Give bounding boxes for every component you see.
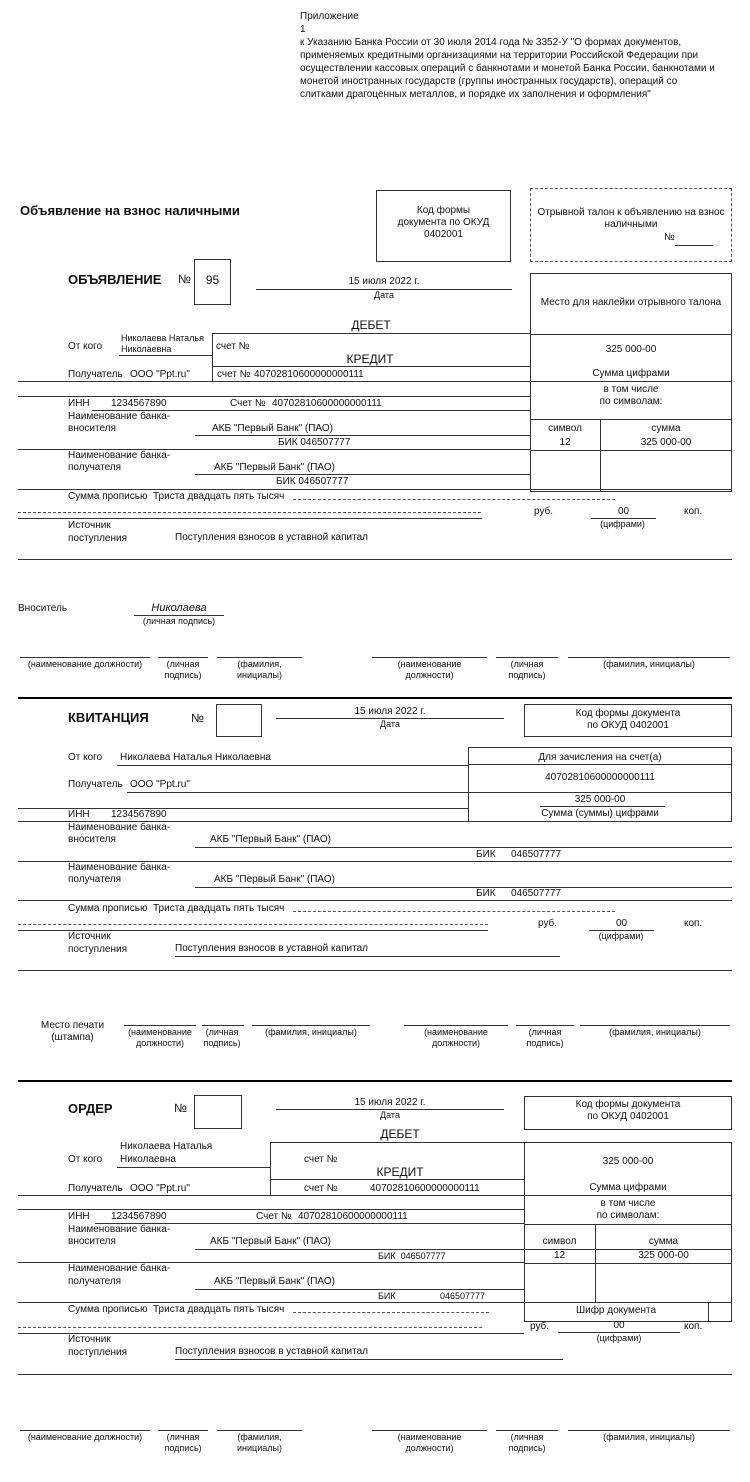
- depositor-label: Вноситель: [18, 603, 68, 614]
- stub-title: Отрывной талон к объявлению на взнос: [537, 207, 725, 218]
- recipient-label: Получатель: [68, 779, 123, 790]
- kop-label: коп.: [684, 918, 703, 929]
- sig-caption: (наименование: [397, 659, 462, 669]
- inn-value: 1234567890: [111, 398, 167, 409]
- recipient-bik: БИК 046507777: [276, 476, 349, 487]
- kop-value: 00: [615, 918, 628, 929]
- from-label: От кого: [68, 752, 103, 763]
- order-number-box[interactable]: [194, 1095, 242, 1129]
- debit-label: ДЕБЕТ: [380, 1127, 420, 1141]
- sig-caption: инициалы): [237, 1443, 282, 1453]
- sig-caption: должности): [405, 1443, 454, 1453]
- receipt-sum-value: 325 000-00: [574, 794, 626, 805]
- sig-caption: должности): [432, 1038, 480, 1048]
- okud-code-line: 0402001: [424, 229, 463, 240]
- sig-caption: (наименование: [397, 1432, 462, 1442]
- announcement-title: ОБЪЯВЛЕНИЕ: [68, 272, 162, 287]
- okud-code-line: документа по ОКУД: [397, 217, 490, 228]
- credit-account-label: счет №: [304, 1183, 338, 1194]
- digits-caption: (цифрами): [598, 931, 644, 941]
- sig-caption: подпись): [526, 1038, 564, 1048]
- number-sign: №: [191, 711, 204, 725]
- sum-words: Триста двадцать пять тысяч: [153, 1304, 285, 1315]
- sig-caption: инициалы): [237, 670, 282, 680]
- credit-label: КРЕДИТ: [376, 1165, 424, 1179]
- recipient-bank: АКБ "Первый Банк" (ПАО): [214, 1276, 335, 1287]
- date-caption: Дата: [380, 1110, 400, 1120]
- document-number: 95: [205, 273, 220, 287]
- cipher-label: Шифр документа: [575, 1305, 657, 1316]
- depositor-bik: БИК 046507777: [378, 1251, 446, 1261]
- including-label: по символам:: [599, 396, 663, 407]
- sig-caption: подпись): [508, 1443, 546, 1453]
- digits-caption: (цифрами): [600, 519, 645, 529]
- sum-digits-value: 325 000-00: [602, 1156, 654, 1167]
- appendix-line: осуществлении кассовых операций с банкнотами и монетой Банка России, банкнотами и: [300, 63, 715, 74]
- source-value: Поступления взносов в уставной капитал: [175, 532, 368, 543]
- depositor-bank-label: Наименование банка-: [68, 411, 171, 422]
- receipt-sum-label: Сумма (суммы) цифрами: [541, 808, 659, 819]
- debit-label: ДЕБЕТ: [351, 318, 391, 332]
- source-value: Поступления взносов в уставной капитал: [175, 943, 368, 954]
- sig-caption: (личная: [166, 659, 200, 669]
- sum-words-label: Сумма прописью: [68, 1304, 148, 1315]
- symbol-col-header: символ: [548, 423, 582, 434]
- form-heading: Объявление на взнос наличными: [20, 203, 240, 218]
- number-sign: №: [174, 1101, 187, 1115]
- sig-caption: (фамилия,: [237, 659, 282, 669]
- recipient-label: Получатель: [68, 369, 123, 380]
- from-label: От кого: [68, 341, 103, 352]
- payer-name: Николаева Наталья: [120, 1141, 213, 1152]
- sum-digits-value: 325 000-00: [605, 344, 657, 355]
- source-label: поступления: [68, 944, 128, 955]
- inn-label: ИНН: [68, 398, 90, 409]
- signature-caption: (личная подпись): [142, 616, 216, 626]
- number-sign: №: [178, 272, 191, 286]
- recipient-bank-label: Наименование банка-: [68, 450, 171, 461]
- bik-value: 046507777: [511, 888, 562, 899]
- account-label: Счет №: [230, 398, 266, 409]
- sum-words-label: Сумма прописью: [68, 903, 148, 914]
- sig-caption: подпись): [164, 670, 202, 680]
- sig-caption: (наименование: [424, 1027, 488, 1037]
- depositor-bank-label: вносителя: [68, 423, 116, 434]
- source-label: Источник: [68, 520, 111, 531]
- including-label: в том числе: [600, 1198, 656, 1209]
- section-divider: [18, 697, 732, 699]
- sig-caption: должности): [136, 1038, 184, 1048]
- sig-caption: (личная: [205, 1027, 239, 1037]
- depositor-bank-label: Наименование банка-: [68, 822, 171, 833]
- recipient-bank: АКБ "Первый Банк" (ПАО): [214, 874, 335, 885]
- stamp-place-label: Место печати: [40, 1020, 105, 1031]
- rub-label: руб.: [538, 918, 558, 929]
- source-label: Источник: [68, 931, 111, 942]
- kop-label: коп.: [684, 1321, 703, 1332]
- depositor-bank: АКБ "Первый Банк" (ПАО): [212, 423, 333, 434]
- from-label: От кого: [68, 1154, 103, 1165]
- recipient-bank-label: Наименование банка-: [68, 862, 171, 873]
- appendix-line: слитками драгоценных металлов, и порядке их заполнения и оформления": [300, 89, 651, 100]
- receipt-date: 15 июля 2022 г.: [354, 706, 426, 717]
- credit-to-account: 40702810600000000111: [545, 772, 655, 783]
- depositor-bank-label: вносителя: [68, 834, 116, 845]
- stub-title: наличными: [604, 219, 658, 230]
- doc-date: 15 июля 2022 г.: [348, 276, 420, 287]
- section-divider: [18, 1080, 732, 1082]
- kop-label: коп.: [684, 506, 703, 517]
- appendix-line: монетой иностранных государств (группы иностранных государств), операций со: [300, 76, 678, 87]
- sig-caption: (личная: [166, 1432, 200, 1442]
- source-label: поступления: [68, 533, 128, 544]
- recipient-bank-label: Наименование банка-: [68, 1263, 171, 1274]
- symbol-value: 12: [559, 437, 571, 448]
- recipient-label: Получатель: [68, 1183, 123, 1194]
- bik-label: БИК: [378, 1291, 396, 1301]
- bik-label: БИК: [476, 888, 496, 899]
- account-value: 40702810600000000111: [298, 1211, 408, 1222]
- account-label: Счет №: [256, 1211, 292, 1222]
- receipt-title: КВИТАНЦИЯ: [68, 710, 149, 725]
- recipient-bank: АКБ "Первый Банк" (ПАО): [214, 462, 335, 473]
- order-sum-grid: [524, 1142, 732, 1322]
- bik-label: БИК: [476, 849, 496, 860]
- sig-caption: (наименование: [128, 1027, 192, 1037]
- depositor-signature: Николаева: [151, 602, 207, 614]
- appendix-line: применяемых кредитными организациями на территории Российской Федерации при: [300, 50, 699, 61]
- depositor-bik: БИК 046507777: [278, 437, 351, 448]
- inn-label: ИНН: [68, 809, 90, 820]
- credit-account: 40702810600000000111: [370, 1183, 480, 1194]
- kop-value: 00: [617, 506, 630, 517]
- sig-caption: (наименование должности): [27, 659, 143, 669]
- source-value: Поступления взносов в уставной капитал: [175, 1346, 368, 1357]
- order-date: 15 июля 2022 г.: [354, 1097, 426, 1108]
- credit-label: КРЕДИТ: [346, 352, 394, 366]
- appendix-title: Приложение: [300, 11, 359, 22]
- payer-name: Николаевна: [120, 1154, 176, 1165]
- sig-caption: (фамилия, инициалы): [603, 659, 695, 669]
- sig-caption: (фамилия,: [237, 1432, 282, 1442]
- recipient-name: ООО "Ppt.ru": [130, 1183, 190, 1194]
- sig-caption: подпись): [508, 670, 546, 680]
- payer-name: Николаева Наталья: [121, 333, 204, 343]
- symbol-value: 12: [553, 1250, 566, 1261]
- depositor-bank-label: вносителя: [68, 1236, 116, 1247]
- debit-account-label: счет №: [216, 341, 250, 352]
- sum-words: Триста двадцать пять тысяч: [153, 903, 285, 914]
- inn-value: 1234567890: [111, 809, 167, 820]
- symbol-col-header: символ: [542, 1236, 577, 1247]
- sig-caption: (фамилия, инициалы): [265, 1027, 357, 1037]
- digits-caption: (цифрами): [596, 1333, 642, 1343]
- including-label: в том числе: [603, 384, 659, 395]
- debit-account-label: счет №: [304, 1154, 338, 1165]
- sig-caption: (фамилия, инициалы): [603, 1432, 695, 1442]
- depositor-bank-label: Наименование банка-: [68, 1224, 171, 1235]
- stub-number-sign: №: [664, 232, 675, 243]
- date-caption: Дата: [380, 719, 400, 729]
- bik-value: 046507777: [511, 849, 562, 860]
- sum-words-label: Сумма прописью: [68, 491, 148, 502]
- okud-line: Код формы документа: [575, 1099, 681, 1110]
- including-label: по символам:: [596, 1210, 660, 1221]
- source-label: поступления: [68, 1347, 128, 1358]
- sum-col-header: сумма: [648, 1236, 679, 1247]
- sig-caption: (фамилия, инициалы): [609, 1027, 701, 1037]
- credit-account: 40702810600000000111: [254, 369, 364, 380]
- appendix-line: к Указанию Банка России от 30 июля 2014 года № 3352-У "О формах документов,: [300, 37, 682, 48]
- sum-words: Триста двадцать пять тысяч: [153, 491, 285, 502]
- sticker-place-label: Место для наклейки отрывного талона: [540, 297, 722, 308]
- order-title: ОРДЕР: [68, 1101, 113, 1116]
- account-value: 40702810600000000111: [272, 398, 382, 409]
- sum-digits-label: Сумма цифрами: [592, 368, 670, 379]
- rub-label: руб.: [534, 506, 554, 517]
- inn-value: 1234567890: [111, 1211, 167, 1222]
- sig-caption: (личная: [510, 1432, 544, 1442]
- bik-value: 046507777: [440, 1291, 486, 1301]
- symbol-sum-value: 325 000-00: [638, 1250, 689, 1261]
- sig-caption: (наименование должности): [27, 1432, 143, 1442]
- sig-caption: подпись): [203, 1038, 241, 1048]
- sig-caption: (личная: [528, 1027, 562, 1037]
- stamp-place-label: (штампа): [51, 1032, 94, 1043]
- date-caption: Дата: [374, 290, 394, 300]
- okud-code-line: Код формы: [416, 205, 471, 216]
- payer-full-name: Николаева Наталья Николаевна: [120, 752, 271, 763]
- kop-value: 00: [613, 1320, 625, 1331]
- sig-caption: должности): [405, 670, 454, 680]
- recipient-bank-label: получателя: [68, 462, 122, 473]
- receipt-number-box[interactable]: [216, 704, 262, 737]
- inn-label: ИНН: [68, 1211, 90, 1222]
- okud-line: по ОКУД 0402001: [587, 720, 669, 731]
- sig-caption: (личная: [510, 659, 544, 669]
- recipient-bank-label: получателя: [68, 1276, 122, 1287]
- sum-col-header: сумма: [651, 423, 681, 434]
- sum-digits-label: Сумма цифрами: [589, 1182, 667, 1193]
- payer-name: Николаевна: [121, 344, 172, 354]
- recipient-name: ООО "Ppt.ru": [130, 779, 190, 790]
- okud-line: по ОКУД 0402001: [587, 1111, 669, 1122]
- sig-caption: подпись): [164, 1443, 202, 1453]
- source-label: Источник: [68, 1334, 111, 1345]
- stub-number-field[interactable]: [675, 245, 713, 246]
- okud-line: Код формы документа: [575, 708, 681, 719]
- depositor-bank: АКБ "Первый Банк" (ПАО): [210, 1236, 331, 1247]
- depositor-bank: АКБ "Первый Банк" (ПАО): [210, 834, 331, 845]
- credit-to-label: Для зачисления на счет(а): [538, 752, 662, 763]
- credit-account-label: счет №: [217, 369, 251, 380]
- rub-label: руб.: [530, 1321, 550, 1332]
- recipient-bank-label: получателя: [68, 874, 122, 885]
- symbol-sum-value: 325 000-00: [640, 437, 692, 448]
- appendix-number: 1: [300, 24, 306, 35]
- recipient-name: ООО "Ppt.ru": [130, 369, 190, 380]
